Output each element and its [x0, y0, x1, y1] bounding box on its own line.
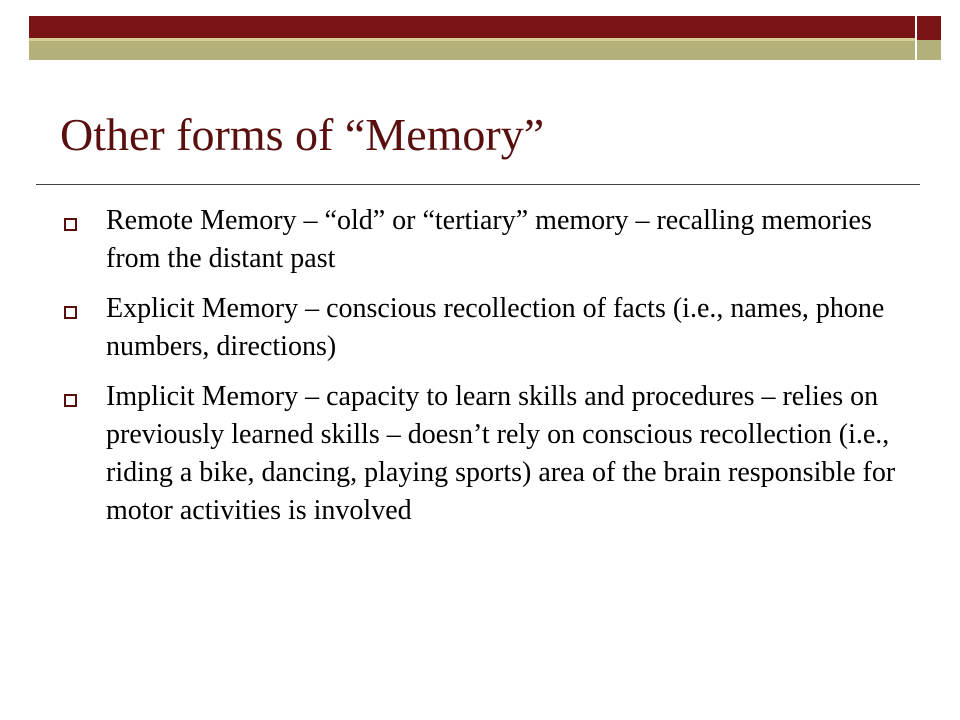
slide-title: Other forms of “Memory” [60, 109, 545, 160]
header-corner-square [917, 16, 941, 40]
hollow-square-bullet-icon [64, 306, 77, 319]
bullet-item-implicit-memory [56, 378, 896, 530]
title-divider [36, 184, 920, 185]
bullet-list [56, 202, 896, 542]
bullet-item-remote-memory [56, 202, 896, 278]
bullet-item-explicit-memory [56, 290, 896, 366]
header-stripe-divider [29, 38, 915, 41]
header-stripe-red-band [29, 16, 915, 40]
bullet-text: Explicit Memory – conscious recollection of facts (i.e., names, phone numbers, directions) [106, 293, 885, 362]
header-stripe-gold-band [29, 40, 915, 60]
bullet-text: Implicit Memory – capacity to learn skills and procedures – relies on previously learned skills – doesn’t rely on conscious recollection (i.e., riding a bike, dancing, playing sports) area of the brain responsible for motor activities is involved [106, 381, 896, 526]
hollow-square-bullet-icon [64, 218, 77, 231]
bullet-text: Remote Memory – “old” or “tertiary” memory – recalling memories from the distant past [106, 205, 872, 274]
header-corner-square-lower [917, 40, 941, 60]
hollow-square-bullet-icon [64, 394, 77, 407]
header-stripe [29, 16, 915, 60]
header-decoration-bar [0, 0, 960, 66]
